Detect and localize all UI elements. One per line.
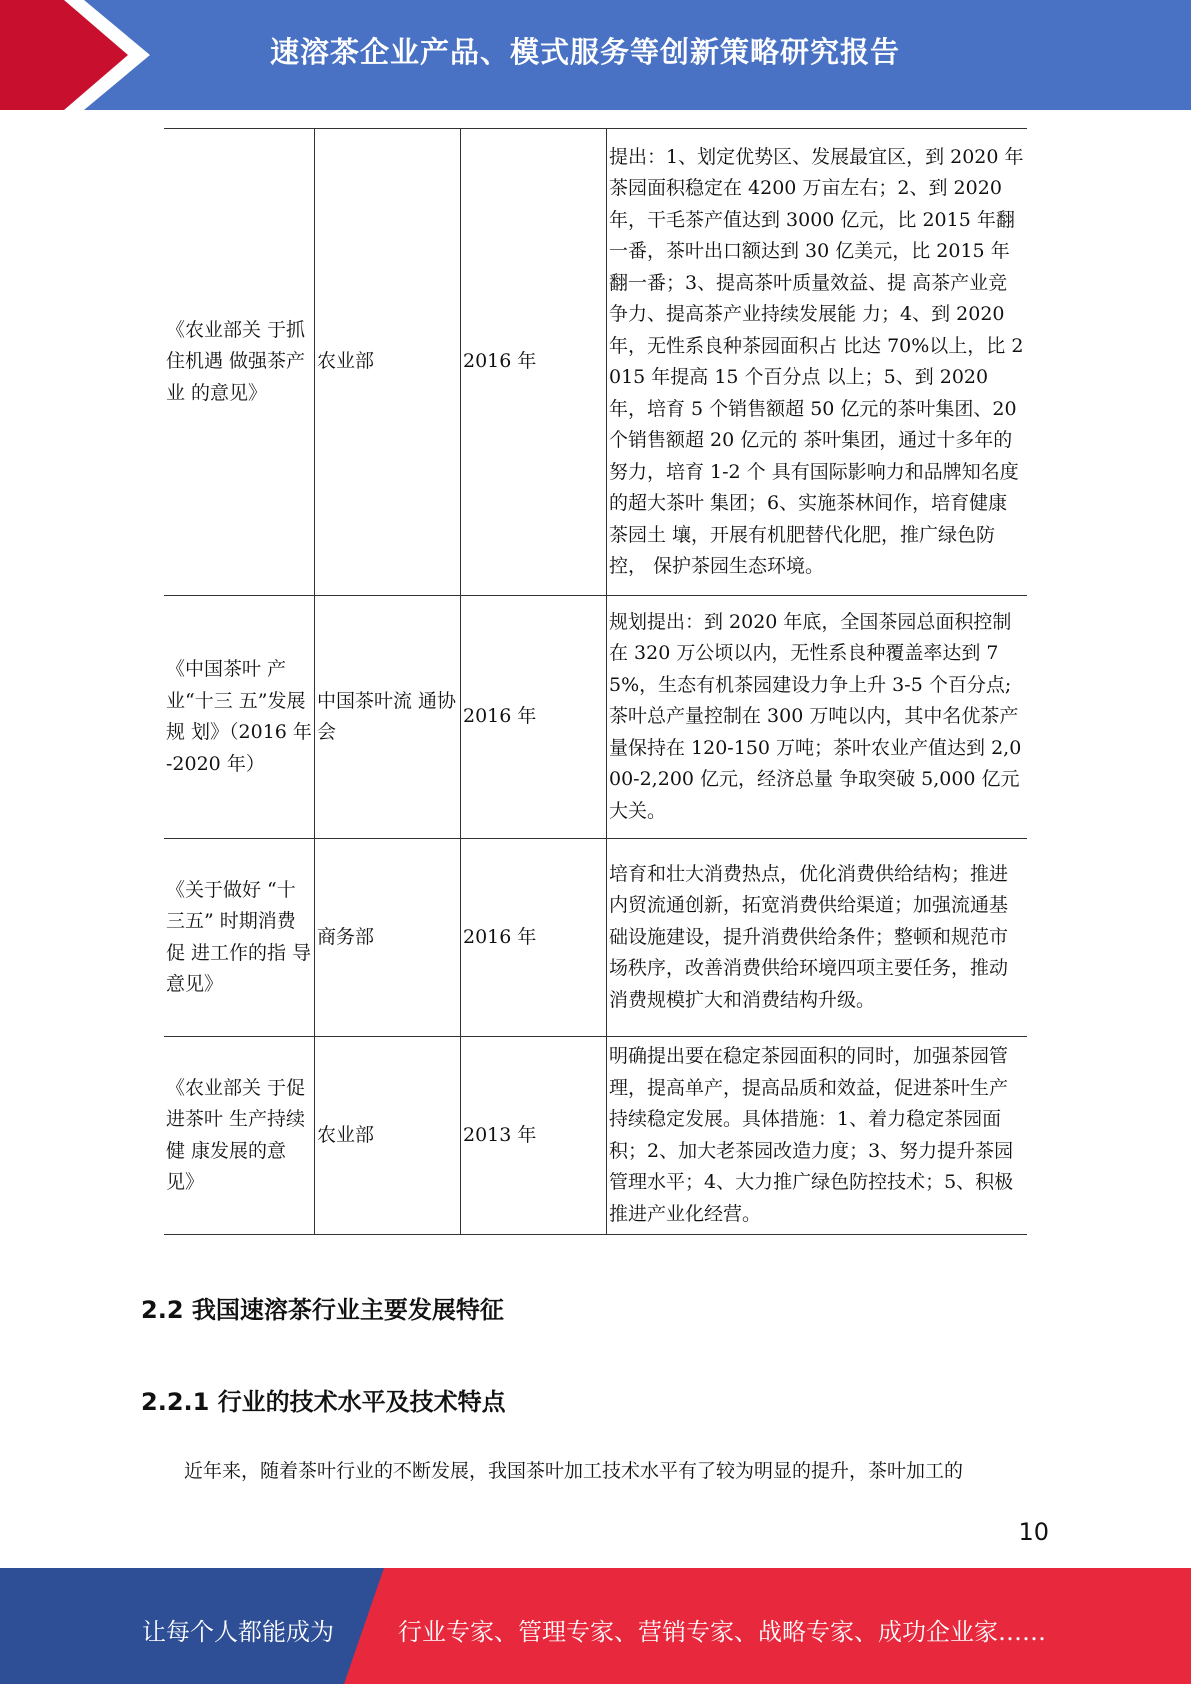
page-number: 10 (1018, 1518, 1049, 1546)
table-row (164, 839, 1027, 1037)
policy-name-cell: 《农业部关 于抓住机遇 做强茶产业 的意见》 (164, 129, 315, 596)
policy-year-cell: 2013 年 (461, 1037, 607, 1235)
policy-name-cell: 《中国茶叶 产业“十三 五”发展规 划》（2016 年 -2020 年） (164, 596, 315, 839)
policy-name-cell: 《农业部关 于促进茶叶 生产持续健 康发展的意 见》 (164, 1037, 315, 1235)
policy-org-cell: 农业部 (315, 1037, 461, 1235)
policy-year-cell: 2016 年 (461, 129, 607, 596)
header-title: 速溶茶企业产品、模式服务等创新策略研究报告 (270, 35, 901, 69)
footer-slogan-left: 让每个人都能成为 (142, 1618, 334, 1646)
body-paragraph: 近年来，随着茶叶行业的不断发展，我国茶叶加工技术水平有了较为明显的提升，茶叶加工的 (184, 1460, 964, 1482)
policy-year-cell: 2016 年 (461, 596, 607, 839)
table-row (164, 129, 1027, 596)
section-heading: 2.2 我国速溶茶行业主要发展特征 (141, 1296, 504, 1324)
policy-name-cell: 《关于做好 “十三五” 时期消费促 进工作的指 导意见》 (164, 839, 315, 1037)
policy-content-cell: 明确提出要在稳定茶园面积的同时，加强茶园管理，提高单产，提高品质和效益，促进茶叶生产持续稳定发展。具体措施：1、着力稳定茶园面积；2、加大老茶园改造力度；3、努力提升茶园管理水平；4、大力推广绿色防控技术；5、积极推进产业化经营。 (607, 1037, 1028, 1235)
footer-slogan-right: 行业专家、管理专家、营销专家、战略专家、成功企业家…… (398, 1618, 1046, 1646)
policy-org-cell: 农业部 (315, 129, 461, 596)
table-row (164, 1037, 1027, 1235)
policy-org-cell: 商务部 (315, 839, 461, 1037)
policy-year-cell: 2016 年 (461, 839, 607, 1037)
page-header (0, 0, 1191, 110)
page-footer (0, 1568, 1191, 1684)
subsection-heading: 2.2.1 行业的技术水平及技术特点 (141, 1388, 506, 1416)
policy-content-cell: 提出：1、划定优势区、发展最宜区，到 2020 年茶园面积稳定在 4200 万亩左右；2、到 2020 年，干毛茶产值达到 3000 亿元，比 2015 年翻一番，茶叶出口额达到 30 亿美元，比 2015 年翻一番；3、提高茶叶质量效益、提 高茶产业竞争力、提高茶产业持续发展能 力；4、到 2020 年，无性系良种茶园面积占 比达 70%以上，比 2015 年提高 15 个百分点 以上；5、到 2020 年，培育 5 个销售额超 50 亿元的茶叶集团、20 个销售额超 20 亿元的 茶叶集团，通过十多年的努力，培育 1-2 个 具有国际影响力和品牌知名度的超大茶叶 集团；6、实施茶林间作，培育健康茶园土 壤，开展有机肥替代化肥，推广绿色防控， 保护茶园生态环境。 (607, 129, 1028, 596)
policy-content-cell: 规划提出：到 2020 年底，全国茶园总面积控制在 320 万公顷以内，无性系良种覆盖率达到 75%，生态有机茶园建设力争上升 3-5 个百分点;茶叶总产量控制在 300 万吨以内，其中名优茶产量保持在 120-150 万吨；茶叶农业产值达到 2,000-2,200 亿元，经济总量 争取突破 5,000 亿元大关。 (607, 596, 1028, 839)
policy-table (164, 128, 1027, 1235)
policy-org-cell: 中国茶叶流 通协会 (315, 596, 461, 839)
policy-content-cell: 培育和壮大消费热点，优化消费供给结构；推进内贸流通创新，拓宽消费供给渠道；加强流通基础设施建设，提升消费供给条件；整顿和规范市场秩序，改善消费供给环境四项主要任务，推动消费规模扩大和消费结构升级。 (607, 839, 1028, 1037)
table-row (164, 596, 1027, 839)
